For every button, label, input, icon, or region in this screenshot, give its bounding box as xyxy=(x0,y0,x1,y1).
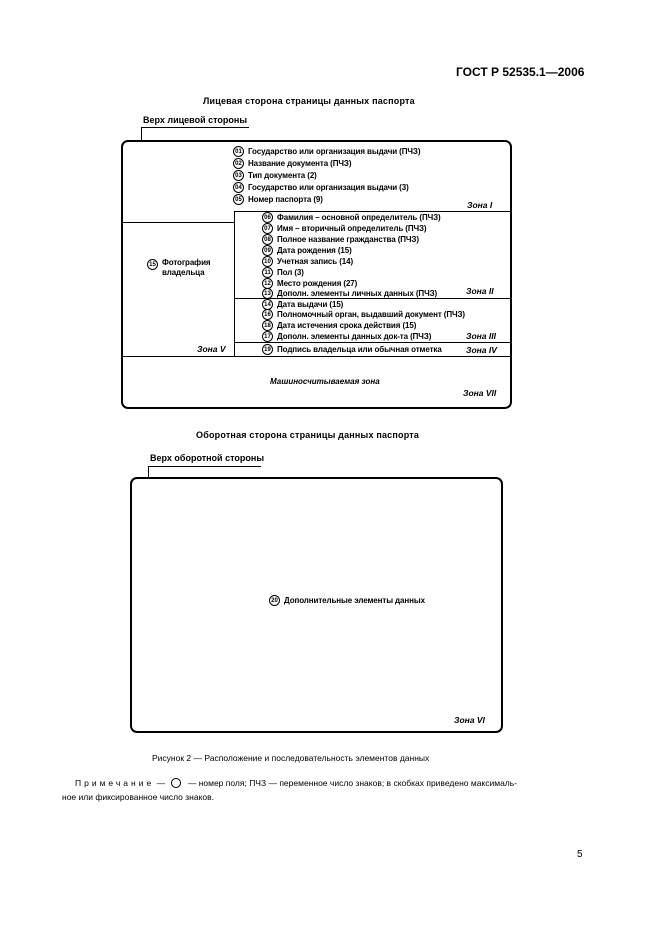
zone-3-label: Зона III xyxy=(466,331,496,341)
field-label: Учетная запись (14) xyxy=(277,257,354,266)
mrz-label: Машиносчитываемая зона xyxy=(270,377,380,386)
field-row xyxy=(262,344,442,355)
field-label: Место рождения (27) xyxy=(277,279,358,288)
field-label: Номер паспорта (9) xyxy=(248,195,323,204)
field-label: Полномочный орган, выдавший документ (ПЧЗ) xyxy=(277,310,465,319)
note-label: Примечание xyxy=(75,778,155,788)
zone4-bottom-line xyxy=(122,356,511,357)
circle-icon xyxy=(171,778,181,788)
field-number: 05 xyxy=(233,194,244,205)
field-label: Дополнительные элементы данных xyxy=(284,596,425,605)
field-label: Имя – вторичный определитель (ПЧЗ) xyxy=(277,224,427,233)
front-top-label: Верх лицевой стороны xyxy=(143,115,248,125)
field-label: Дополн. элементы данных док-та (ПЧЗ) xyxy=(277,332,432,341)
field-label: Дополн. элементы личных данных (ПЧЗ) xyxy=(277,289,438,298)
front-top-tick xyxy=(141,127,142,140)
field-number: 16 xyxy=(262,309,273,320)
field-row xyxy=(233,146,420,157)
zone-1-label: Зона I xyxy=(467,200,493,210)
standard-number: ГОСТ Р 52535.1—2006 xyxy=(456,65,585,79)
back-top-underline xyxy=(148,466,261,467)
field-row xyxy=(262,212,441,223)
note-text-1: — номер поля; ПЧЗ — переменное число знаков; в скобках приведено максималь- xyxy=(187,778,518,788)
field-label: Название документа (ПЧЗ) xyxy=(248,159,352,168)
note-paragraph xyxy=(75,776,595,790)
zone-4-label: Зона IV xyxy=(466,345,497,355)
field-label: Тип документа (2) xyxy=(248,171,317,180)
page-number: 5 xyxy=(577,849,583,860)
field-number: 17 xyxy=(262,331,273,342)
field-number: 04 xyxy=(233,182,244,193)
zone-6-label: Зона VI xyxy=(454,715,485,725)
field-number: 15 xyxy=(147,259,158,270)
field-row xyxy=(262,288,437,299)
figure-caption: Рисунок 2 — Расположение и последовательность элементов данных xyxy=(152,753,430,763)
field-row xyxy=(233,182,409,193)
field-label: Фамилия – основной определитель (ПЧЗ) xyxy=(277,213,441,222)
back-top-label: Верх оборотной стороны xyxy=(150,453,264,463)
field-label: Государство или организация выдачи (3) xyxy=(248,183,409,192)
field-number: 06 xyxy=(262,212,273,223)
note-text-2: ное или фиксированное число знаков. xyxy=(62,792,214,802)
field-row xyxy=(269,595,425,606)
field-number: 19 xyxy=(262,344,273,355)
photo-top-line xyxy=(122,222,235,223)
zone-5-label: Зона V xyxy=(197,344,226,354)
field-number: 08 xyxy=(262,234,273,245)
zone-7-label: Зона VII xyxy=(463,388,497,398)
field-number: 18 xyxy=(262,320,273,331)
field-number: 07 xyxy=(262,223,273,234)
field-number: 11 xyxy=(262,267,273,278)
field-row xyxy=(262,267,304,278)
field-row xyxy=(233,194,323,205)
field-row xyxy=(233,170,317,181)
field-number: 20 xyxy=(269,595,280,606)
front-top-underline xyxy=(141,127,249,128)
field-row xyxy=(262,256,353,267)
zone-divider-vertical xyxy=(234,211,235,357)
field-number: 03 xyxy=(233,170,244,181)
field-number: 02 xyxy=(233,158,244,169)
zone-2-label: Зона II xyxy=(466,286,494,296)
front-caption: Лицевая сторона страницы данных паспорта xyxy=(203,96,415,106)
photo-label-line1: Фотография xyxy=(162,258,211,267)
field-label: Дата рождения (15) xyxy=(277,246,352,255)
field-row xyxy=(262,309,465,320)
field-number: 14 xyxy=(262,299,273,310)
field-label: Государство или организация выдачи (ПЧЗ) xyxy=(248,147,421,156)
field-number: 10 xyxy=(262,256,273,267)
field-label: Пол (3) xyxy=(277,268,304,277)
back-caption: Оборотная сторона страницы данных паспорта xyxy=(196,430,420,440)
zone3-bottom-line xyxy=(234,342,511,343)
field-label: Дата истечения срока действия (15) xyxy=(277,321,417,330)
field-row xyxy=(262,320,416,331)
field-row xyxy=(233,158,351,169)
field-row xyxy=(262,223,426,234)
field-row xyxy=(262,234,419,245)
photo-field xyxy=(147,258,210,278)
note-dash: — xyxy=(156,778,166,788)
field-number: 09 xyxy=(262,245,273,256)
field-label: Дата выдачи (15) xyxy=(277,300,344,309)
field-row xyxy=(262,331,431,342)
field-label xyxy=(162,258,210,278)
photo-label-line2: владельца xyxy=(162,268,205,277)
field-label: Подпись владельца или обычная отметка xyxy=(277,345,442,354)
field-row xyxy=(262,245,352,256)
field-number: 13 xyxy=(262,288,273,299)
field-number: 01 xyxy=(233,146,244,157)
field-label: Полное название гражданства (ПЧЗ) xyxy=(277,235,419,244)
field-number: 12 xyxy=(262,278,273,289)
